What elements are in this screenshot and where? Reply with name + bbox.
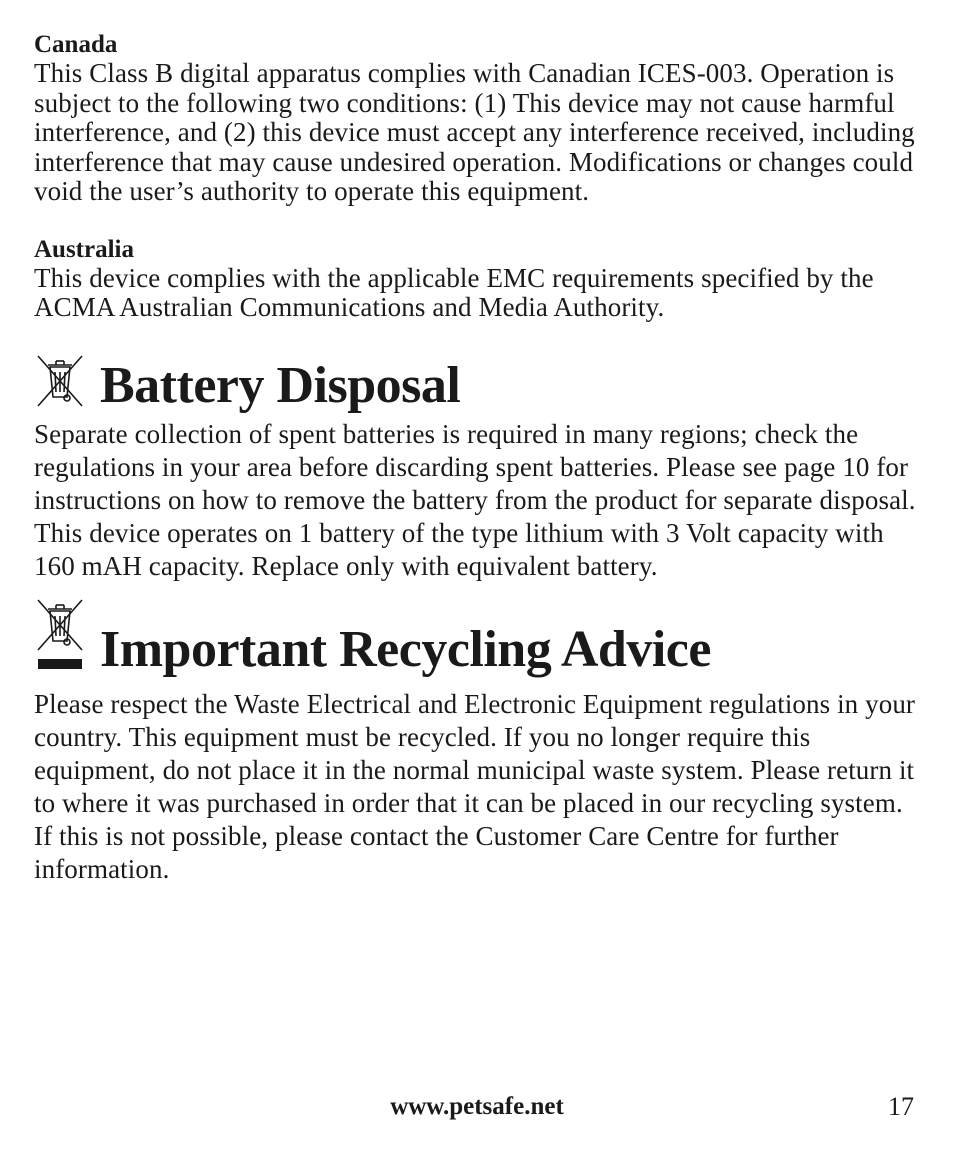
- battery-disposal-section: [34, 353, 924, 583]
- canada-section: [34, 30, 924, 207]
- recycling-heading-row: [34, 597, 924, 678]
- page-number: 17: [888, 1092, 914, 1121]
- battery-disposal-text: Separate collection of spent batteries is required in many regions; check the regulations in your area before discarding spent batteries. Please see page 10 for instructions on how to remove the battery from the product for separate disposal. This device operates on 1 battery of the type lithium with 3 Volt capacity with 160 mAH capacity. Replace only with equivalent battery.: [34, 418, 916, 581]
- recycling-text: Please respect the Waste Electrical and Electronic Equipment regulations in your country. This equipment must be recycled. If you no longer require this equipment, do not place it in the normal municipal waste system. Please return it to where it was purchased in order that it can be placed in our recycling system. If this is not possible, please contact the Customer Care Centre for further information.: [34, 688, 916, 884]
- australia-section: [34, 235, 924, 323]
- footer-url: www.petsafe.net: [390, 1093, 564, 1120]
- recycling-title: Important Recycling Advice: [100, 620, 711, 678]
- australia-label: Australia: [34, 235, 134, 263]
- recycling-section: [34, 597, 924, 886]
- crossed-out-wheelie-bin-icon: [34, 353, 86, 414]
- canada-label: Canada: [34, 31, 118, 58]
- weee-bin-with-bar-icon: [34, 597, 86, 678]
- battery-disposal-heading-row: [34, 353, 924, 414]
- battery-disposal-title: Battery Disposal: [100, 356, 461, 414]
- australia-text: This device complies with the applicable EMC requirements specified by the ACMA Australian Communications and Media Authority.: [34, 262, 874, 322]
- canada-text: This Class B digital apparatus complies with Canadian ICES-003. Operation is subject to the following two conditions: (1) This device may not cause harmful interference, and (2) this device must accept any interference received, including interference that may cause undesired operation. Modifications or changes could void the user’s authority to operate this equipment.: [34, 58, 915, 206]
- document-page: [34, 30, 924, 886]
